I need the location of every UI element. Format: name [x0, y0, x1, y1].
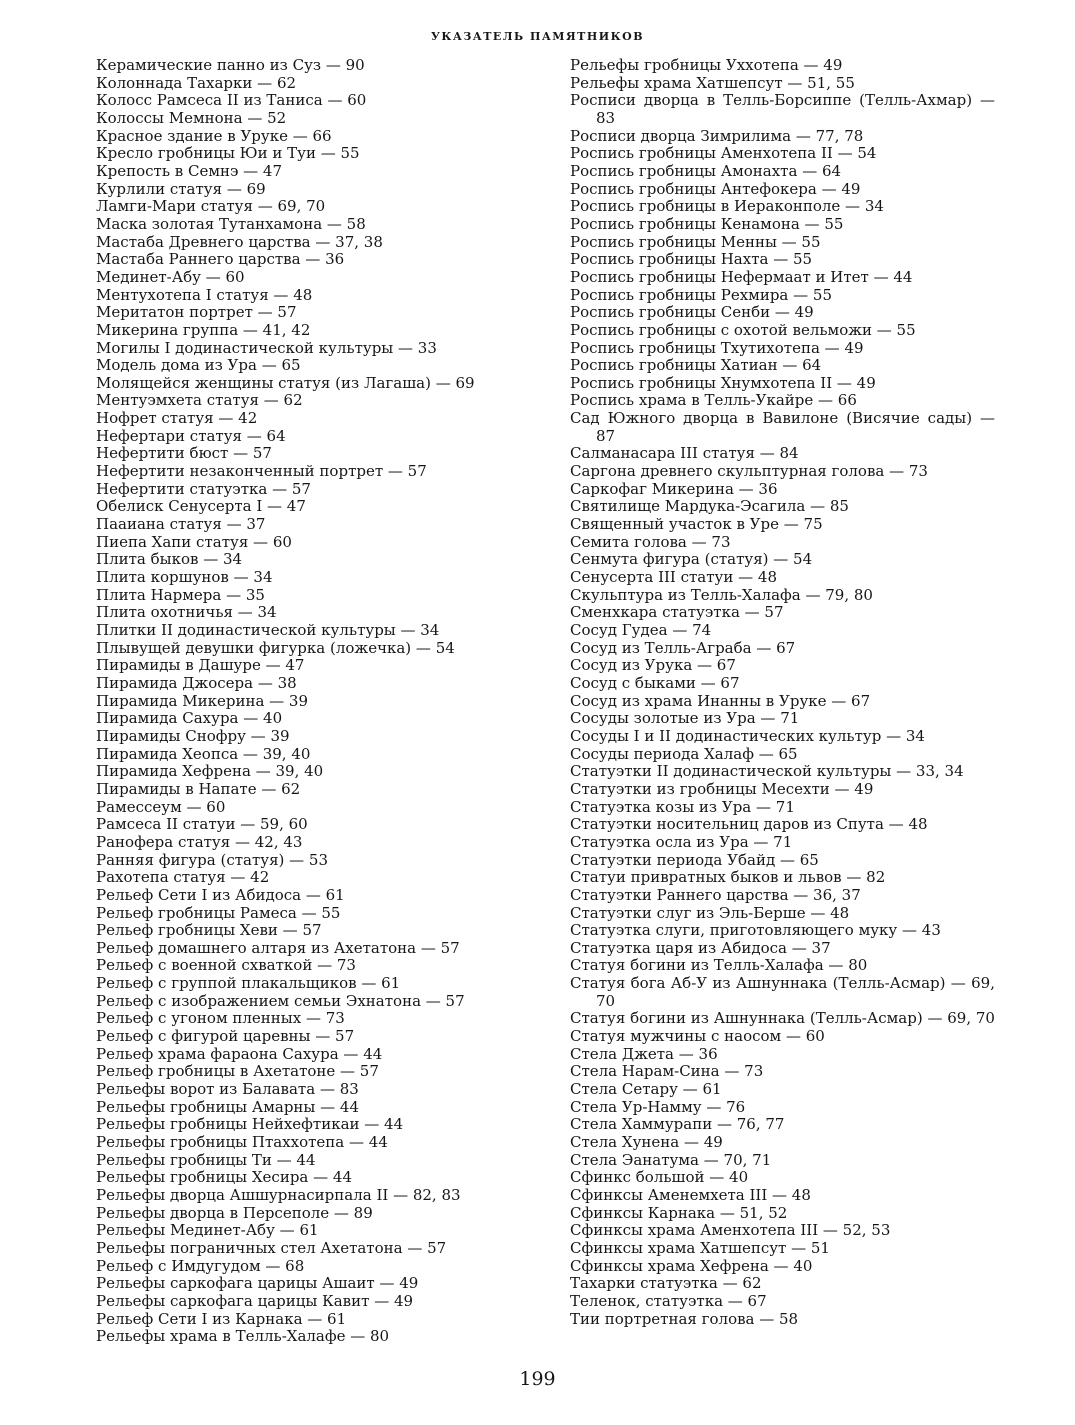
index-entry: Пирамиды в Дашуре — 47 — [96, 656, 305, 675]
index-entry: Роспись гробницы Сенби — 49 — [570, 303, 814, 322]
index-entry: Плывущей девушки фигурка (ложечка) — 54 — [96, 638, 455, 657]
index-entry: Мединет-Абу — 60 — [96, 267, 245, 286]
index-entry: Статуэтка козы из Ура — 71 — [570, 797, 795, 816]
index-entry: Рельефы храма в Телль-Халафе — 80 — [96, 1327, 390, 1346]
index-entry: Нефертити статуэтка — 57 — [96, 479, 311, 498]
index-entry: Рельеф с Имдугудом — 68 — [96, 1256, 305, 1275]
index-entry: Ранофера статуя — 42, 43 — [96, 832, 303, 851]
index-entry: Сфинксы храма Аменхотепа III — 52, 53 — [570, 1221, 891, 1240]
index-entry: Сосуды I и II додинастических культур — 34 — [570, 726, 925, 745]
index-entry: Нефертити бюст — 57 — [96, 444, 272, 463]
index-entry: Сосуд из Урука — 67 — [570, 656, 736, 675]
index-entry: Семита голова — 73 — [570, 532, 731, 551]
index-entry: Рельеф Сети I из Абидоса — 61 — [96, 885, 345, 904]
index-entry: Статуэтки II додинастической культуры — 33, 34 — [570, 762, 964, 781]
index-entry: Нефертари статуя — 64 — [96, 426, 286, 445]
index-entry: Кресло гробницы Юи и Туи — 55 — [96, 144, 360, 163]
index-entry: Сменхкара статуэтка — 57 — [570, 603, 784, 622]
index-entry: Статуэтки слуг из Эль-Берше — 48 — [570, 903, 850, 922]
index-entry: Стела Ур-Намму — 76 — [570, 1097, 746, 1116]
index-entry: Роспись гробницы Кенамона — 55 — [570, 214, 844, 233]
index-entry: Ранняя фигура (статуя) — 53 — [96, 850, 329, 869]
index-entry: Рельефы гробницы Хесира — 44 — [96, 1168, 352, 1187]
index-entry: Рельефы гробницы Нейхефтикаи — 44 — [96, 1115, 404, 1134]
index-entry: Ламги-Мари статуя — 69, 70 — [96, 197, 326, 216]
index-entry: Статуэтка осла из Ура — 71 — [570, 832, 793, 851]
index-entry: Сфинксы храма Хефрена — 40 — [570, 1256, 813, 1275]
index-entry: Роспись гробницы Хнумхотепа II — 49 — [570, 373, 876, 392]
index-entry: Пааиана статуя — 37 — [96, 515, 266, 534]
index-entry: Рельефы храма Хатшепсут — 51, 55 — [570, 73, 855, 92]
index-entry: Колоссы Мемнона — 52 — [96, 108, 287, 127]
index-entry: Роспись гробницы в Иераконполе — 34 — [570, 197, 884, 216]
index-entry: Статуя богини из Ашнуннака (Телль-Асмар) — 69, 70 — [570, 1009, 995, 1028]
index-entry: Плитки II додинастической культуры — 34 — [96, 621, 440, 639]
index-entry: Роспись гробницы Менны — 55 — [570, 232, 821, 251]
index-entry: Рельеф домашнего алтаря из Ахетатона — 57 — [96, 938, 460, 957]
index-entry: Стела Эанатума — 70, 71 — [570, 1150, 772, 1169]
index-entry: Пирамида Хеопса — 39, 40 — [96, 744, 311, 763]
index-entry: Сенмута фигура (статуя) — 54 — [570, 550, 813, 569]
index-entry: Рельеф гробницы Рамеса — 55 — [96, 903, 341, 922]
index-entry: Плита Нармера — 35 — [96, 585, 265, 604]
index-entry: Нефертити незаконченный портрет — 57 — [96, 462, 427, 481]
index-entry: Рельеф с группой плакальщиков — 61 — [96, 974, 401, 993]
index-entry: Обелиск Сенусерта I — 47 — [96, 497, 306, 516]
index-entry: Роспись гробницы Антефокера — 49 — [570, 179, 861, 198]
index-entry: Салманасара III статуя — 84 — [570, 444, 799, 463]
index-entry: Рельефы дворца в Персеполе — 89 — [96, 1203, 373, 1222]
index-entry: Сосуд из Телль-Аграба — 67 — [570, 638, 796, 657]
index-entry: Сосуды золотые из Ура — 71 — [570, 709, 800, 728]
index-entry: Рельефы пограничных стел Ахетатона — 57 — [96, 1238, 447, 1257]
index-entry: Плита коршунов — 34 — [96, 568, 273, 587]
index-entry: Пирамиды в Напате — 62 — [96, 779, 301, 798]
index-entry: Плита охотничья — 34 — [96, 603, 277, 622]
page-number: 199 — [519, 1368, 556, 1390]
index-entry: Рельеф с военной схваткой — 73 — [96, 956, 356, 975]
index-entry: Рельеф с изображением семьи Эхнатона — 57 — [96, 991, 465, 1010]
index-entry: Пирамида Сахура — 40 — [96, 709, 283, 728]
index-entry: Модель дома из Ура — 65 — [96, 356, 301, 375]
index-entry: Красное здание в Уруке — 66 — [96, 126, 332, 145]
index-entry: Статуэтки носительниц даров из Спута — 48 — [570, 815, 928, 834]
index-entry: Статуэтка царя из Абидоса — 37 — [570, 938, 831, 957]
index-entry: Роспись гробницы Рехмира — 55 — [570, 285, 832, 304]
index-entry: Сад Южного дворца в Вавилоне (Висячие сады) — 87 — [570, 409, 995, 445]
index-entry: Стела Сетару — 61 — [570, 1080, 722, 1099]
index-entry: Мастаба Раннего царства — 36 — [96, 250, 345, 269]
index-entry: Рамессеум — 60 — [96, 797, 226, 816]
index-entry: Сфинксы Карнака — 51, 52 — [570, 1203, 788, 1222]
index-entry: Сфинкс большой — 40 — [570, 1168, 749, 1187]
index-entry: Статуэтки Раннего царства — 36, 37 — [570, 885, 861, 904]
index-entry: Статуэтка слуги, приготовляющего муку — 43 — [570, 921, 941, 940]
index-entry: Стела Нарам-Сина — 73 — [570, 1062, 764, 1081]
index-entry: Колоннада Тахарки — 62 — [96, 73, 297, 92]
index-entry: Рамсеса II статуи — 59, 60 — [96, 815, 308, 834]
index-entry: Маска золотая Тутанхамона — 58 — [96, 214, 366, 233]
index-entry: Роспись гробницы Нахта — 55 — [570, 250, 813, 269]
index-entry: Росписи дворца в Телль-Борсиппе (Телль-Ахмар) — 83 — [570, 91, 995, 127]
index-entry: Рельефы гробницы Уххотепа — 49 — [570, 56, 843, 74]
index-entry: Рельефы Мединет-Абу — 61 — [96, 1221, 319, 1240]
index-entry: Рельеф гробницы Хеви — 57 — [96, 921, 322, 940]
index-column-right — [570, 57, 995, 1328]
index-entry: Меритатон портрет — 57 — [96, 303, 297, 322]
index-entry: Ментуэмхета статуя — 62 — [96, 391, 303, 410]
index-entry: Пирамида Хефрена — 39, 40 — [96, 762, 324, 781]
index-entry: Колосс Рамсеса II из Таниса — 60 — [96, 91, 367, 110]
index-entry: Статуя бога Аб-У из Ашнуннака (Телль-Асмар) — 69, 70 — [570, 974, 995, 1010]
index-entry: Пирамида Микерина — 39 — [96, 691, 309, 710]
index-entry: Нофрет статуя — 42 — [96, 409, 258, 428]
index-entry: Ментухотепа I статуя — 48 — [96, 285, 313, 304]
index-column-left — [96, 57, 496, 1346]
index-entry: Статуэтки периода Убайд — 65 — [570, 850, 819, 869]
index-entry: Молящейся женщины статуя (из Лагаша) — 69 — [96, 373, 475, 392]
index-entry: Роспись гробницы Тхутихотепа — 49 — [570, 338, 864, 357]
index-entry: Теленок, статуэтка — 67 — [570, 1291, 767, 1310]
index-entry: Рельефы саркофага царицы Ашаит — 49 — [96, 1274, 419, 1293]
index-entry: Сенусерта III статуи — 48 — [570, 568, 777, 587]
index-entry: Пиепа Хапи статуя — 60 — [96, 532, 292, 551]
index-entry: Стела Хунена — 49 — [570, 1133, 723, 1152]
index-entry: Могилы I додинастической культуры — 33 — [96, 338, 437, 357]
index-entry: Роспись гробницы с охотой вельможи — 55 — [570, 320, 916, 339]
index-entry: Росписи дворца Зимрилима — 77, 78 — [570, 126, 864, 145]
index-entry: Священный участок в Уре — 75 — [570, 515, 823, 534]
running-header: УКАЗАТЕЛЬ ПАМЯТНИКОВ — [430, 30, 645, 43]
index-entry: Рельефы гробницы Птаххотепа — 44 — [96, 1133, 388, 1152]
index-entry: Святилище Мардука-Эсагила — 85 — [570, 497, 849, 516]
index-entry: Саргона древнего скульптурная голова — 73 — [570, 462, 928, 481]
index-entry: Курлили статуя — 69 — [96, 179, 266, 198]
index-entry: Роспись гробницы Амонахта — 64 — [570, 161, 842, 180]
index-entry: Рельефы дворца Ашшурнасирпала II — 82, 83 — [96, 1186, 461, 1204]
index-entry: Статуэтки из гробницы Месехти — 49 — [570, 779, 874, 798]
index-entry: Роспись гробницы Хатиан — 64 — [570, 356, 822, 375]
index-entry: Пирамида Джосера — 38 — [96, 673, 297, 692]
index-entry: Крепость в Семнэ — 47 — [96, 161, 283, 180]
index-entry: Роспись храма в Телль-Укайре — 66 — [570, 391, 857, 410]
index-entry: Рахотепа статуя — 42 — [96, 868, 270, 887]
index-entry: Сфинксы Аменемхета III — 48 — [570, 1186, 811, 1204]
index-entry: Рельеф гробницы в Ахетатоне — 57 — [96, 1062, 379, 1081]
index-entry: Саркофаг Микерина — 36 — [570, 479, 778, 498]
index-entry: Рельеф Сети I из Карнака — 61 — [96, 1309, 347, 1328]
index-entry: Сосуд с быками — 67 — [570, 673, 740, 692]
index-entry: Статуя мужчины с наосом — 60 — [570, 1027, 825, 1046]
index-entry: Керамические панно из Суз — 90 — [96, 56, 365, 74]
index-entry: Тахарки статуэтка — 62 — [570, 1274, 762, 1293]
index-entry: Мастаба Древнего царства — 37, 38 — [96, 232, 383, 251]
index-entry: Стела Джета — 36 — [570, 1044, 718, 1063]
index-entry: Сфинксы храма Хатшепсут — 51 — [570, 1238, 830, 1257]
index-entry: Статуя богини из Телль-Халафа — 80 — [570, 956, 868, 975]
index-entry: Плита быков — 34 — [96, 550, 243, 569]
index-entry: Рельефы саркофага царицы Кавит — 49 — [96, 1291, 414, 1310]
index-entry: Рельеф с фигурой царевны — 57 — [96, 1027, 355, 1046]
index-entry: Стела Хаммурапи — 76, 77 — [570, 1115, 785, 1134]
index-entry: Рельеф с угоном пленных — 73 — [96, 1009, 345, 1028]
index-entry: Сосуд из храма Инанны в Уруке — 67 — [570, 691, 871, 710]
index-entry: Скульптура из Телль-Халафа — 79, 80 — [570, 585, 873, 604]
index-entry: Роспись гробницы Нефермаат и Итет — 44 — [570, 267, 913, 286]
index-entry: Сосуды периода Халаф — 65 — [570, 744, 798, 763]
index-entry: Пирамиды Снофру — 39 — [96, 726, 290, 745]
index-entry: Рельефы ворот из Балавата — 83 — [96, 1080, 359, 1099]
index-entry: Микерина группа — 41, 42 — [96, 320, 311, 339]
index-entry: Рельефы гробницы Амарны — 44 — [96, 1097, 359, 1116]
index-entry: Роспись гробницы Аменхотепа II — 54 — [570, 144, 877, 163]
index-entry: Сосуд Гудеа — 74 — [570, 621, 712, 639]
index-entry: Тии портретная голова — 58 — [570, 1309, 799, 1328]
index-entry: Рельеф храма фараона Сахура — 44 — [96, 1044, 383, 1063]
index-entry: Рельефы гробницы Ти — 44 — [96, 1150, 316, 1169]
index-entry: Статуи привратных быков и львов — 82 — [570, 868, 886, 887]
